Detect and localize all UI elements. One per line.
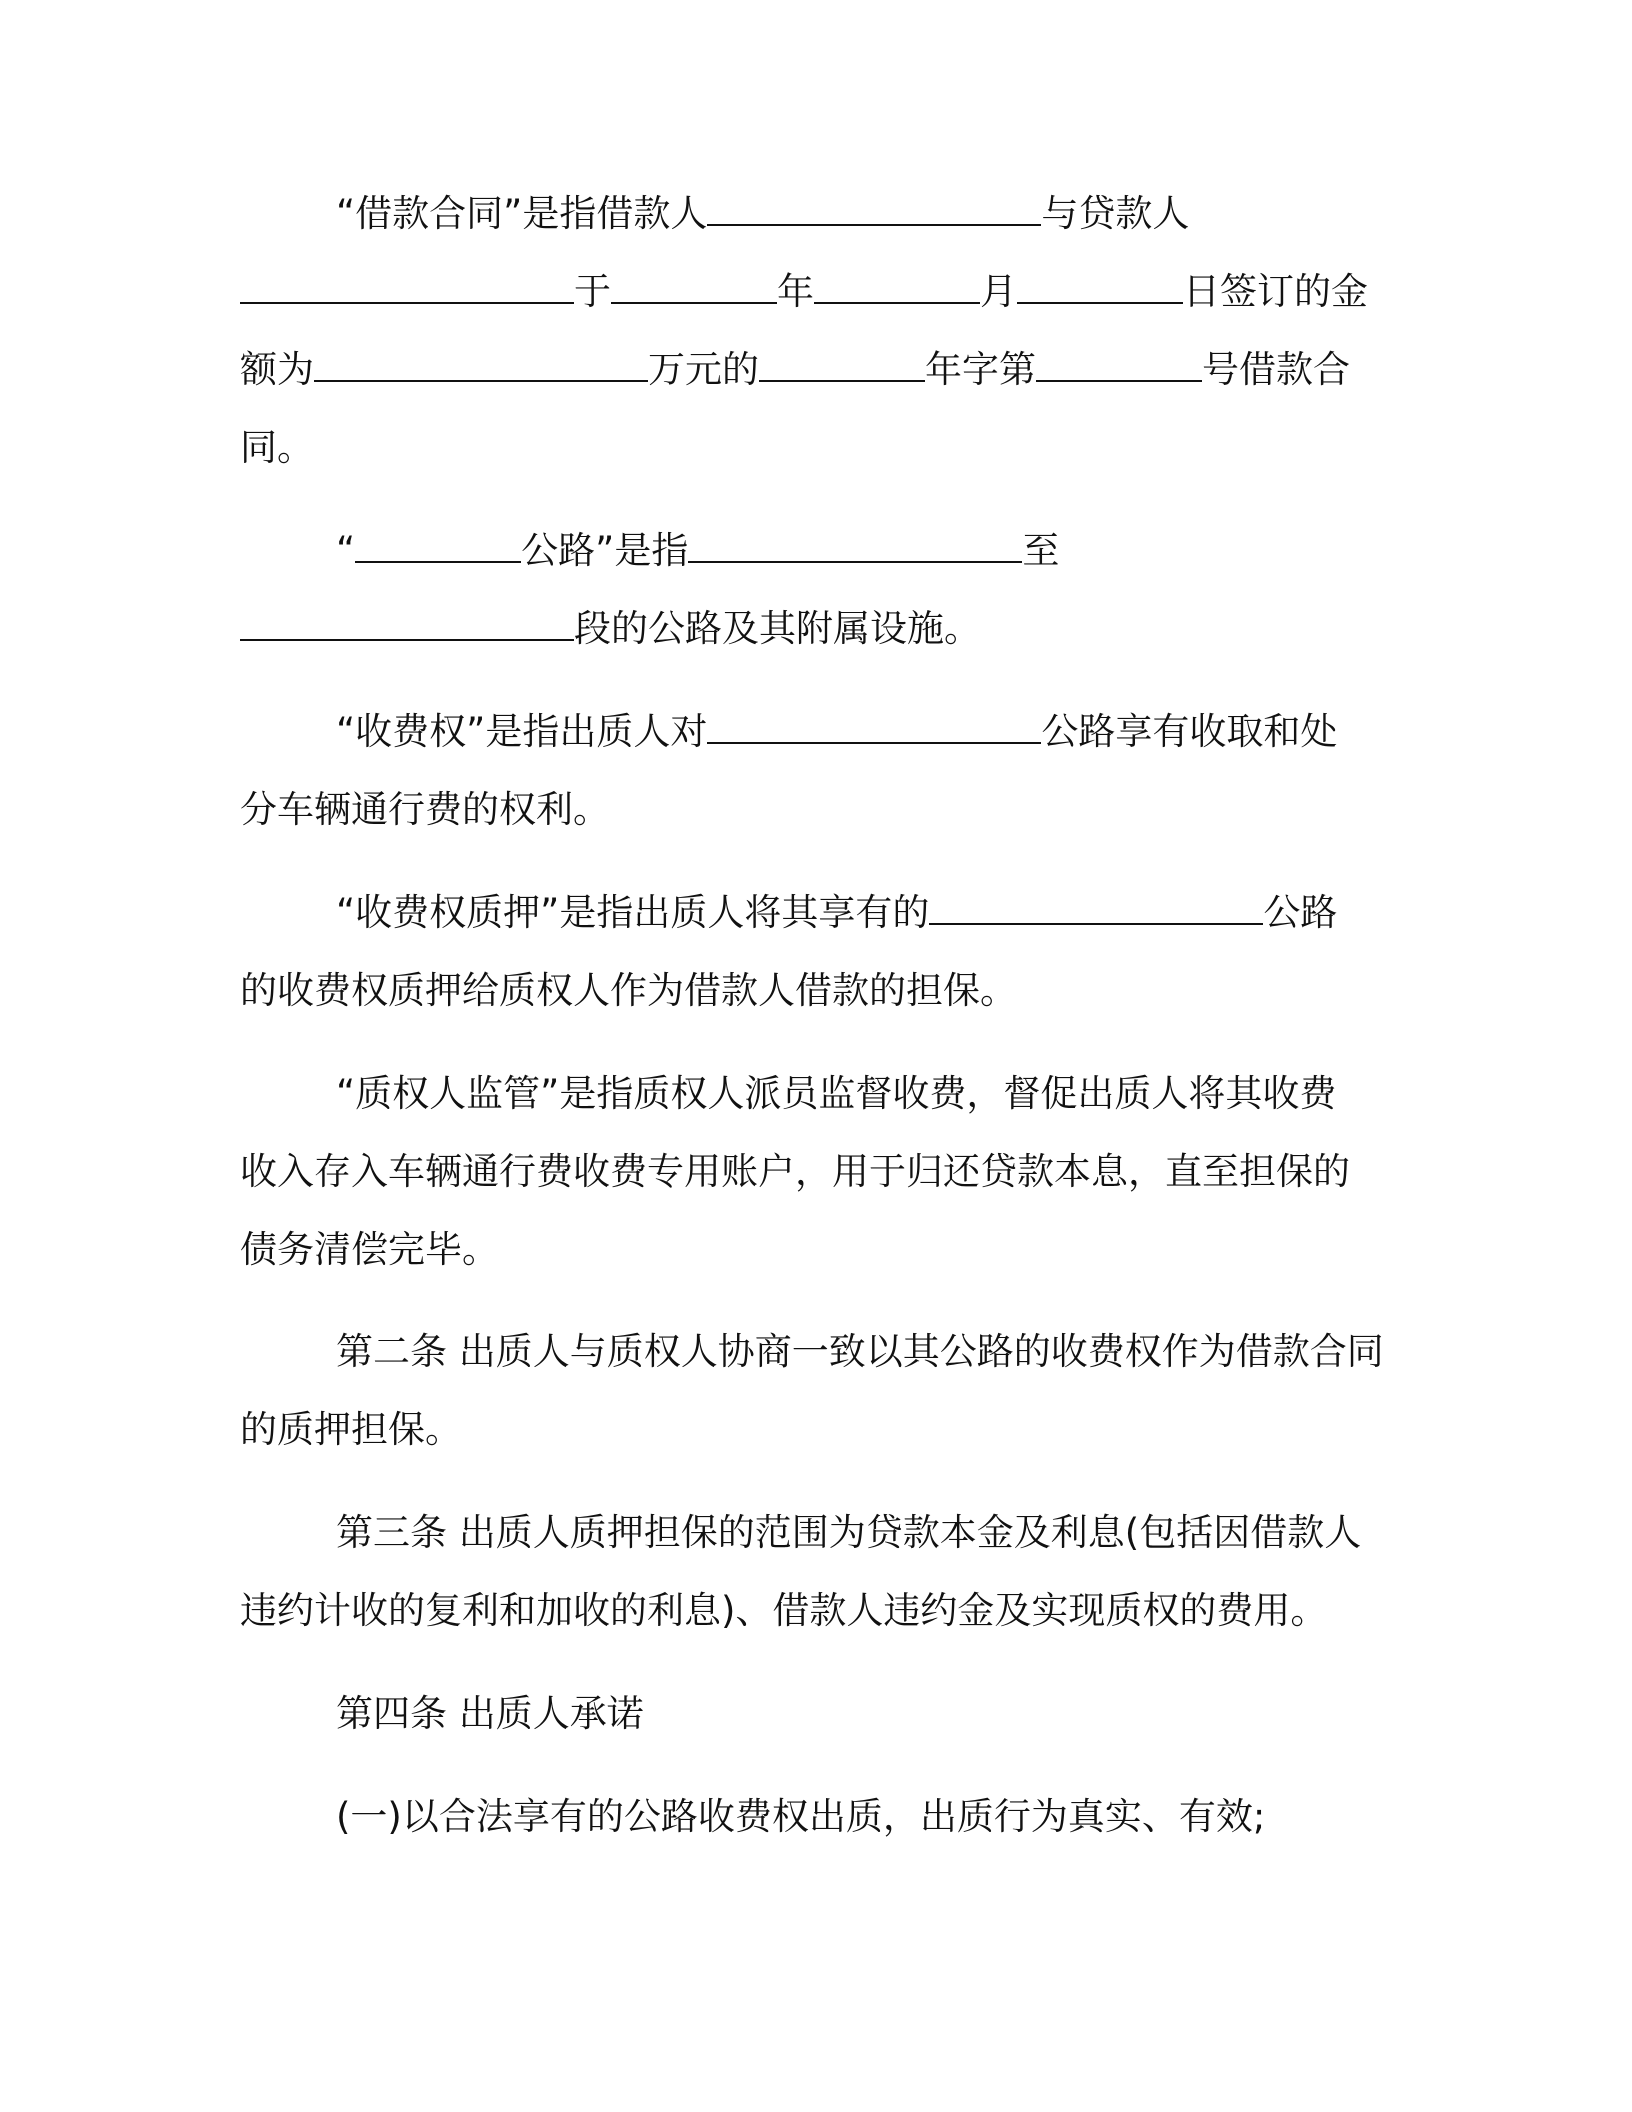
fill-blank[interactable]: [707, 712, 1041, 744]
article-2: [240, 1313, 1386, 1469]
line: 债务清偿完毕。: [240, 1228, 499, 1271]
fill-blank[interactable]: [814, 272, 980, 304]
text: 日签订的金: [1183, 270, 1368, 313]
fill-blank[interactable]: [1017, 272, 1183, 304]
line: [240, 874, 1386, 952]
text: “借款合同”是指借款人: [336, 192, 708, 235]
fill-blank[interactable]: [240, 609, 574, 641]
line: [240, 590, 1386, 668]
fill-blank[interactable]: [759, 350, 925, 382]
line: [240, 175, 1386, 253]
line: 第三条 出质人质押担保的范围为贷款本金及利息(包括因借款人: [336, 1511, 1362, 1554]
text: 额为: [240, 348, 314, 391]
text: 公路: [1263, 891, 1338, 934]
text: 分车辆通行费的权利。: [240, 788, 610, 831]
line: (一)以合法享有的公路收费权出质，出质行为真实、有效;: [336, 1795, 1266, 1838]
line: [240, 771, 1386, 849]
fill-blank[interactable]: [240, 272, 574, 304]
line: 违约计收的复利和加收的利息)、借款人违约金及实现质权的费用。: [240, 1589, 1328, 1632]
text: 至: [1022, 529, 1060, 572]
fill-blank[interactable]: [707, 194, 1041, 226]
line: 第四条 出质人承诺: [336, 1692, 644, 1735]
fill-blank[interactable]: [314, 350, 648, 382]
line: [240, 952, 1386, 1030]
text: 公路”是指: [521, 529, 689, 572]
text: 同。: [240, 426, 314, 469]
line: [240, 693, 1386, 771]
line: 的质押担保。: [240, 1408, 462, 1451]
text: 于: [574, 270, 611, 313]
line: 第二条 出质人与质权人协商一致以其公路的收费权作为借款合同: [336, 1330, 1384, 1373]
article-4-item-1: [240, 1778, 1386, 1856]
line: “质权人监管”是指质权人派员监督收费，督促出质人将其收费: [336, 1072, 1337, 1115]
line: [240, 331, 1386, 409]
definition-pledgee-supervision: [240, 1055, 1386, 1289]
definition-highway: [240, 512, 1386, 668]
text: “: [336, 529, 356, 572]
fill-blank[interactable]: [355, 531, 521, 563]
fill-blank[interactable]: [1036, 350, 1202, 382]
text: “收费权质押”是指出质人将其享有的: [336, 891, 930, 934]
definition-toll-right: [240, 693, 1386, 849]
text: 号借款合: [1202, 348, 1350, 391]
fill-blank[interactable]: [611, 272, 777, 304]
definition-loan-contract: [240, 175, 1386, 487]
fill-blank[interactable]: [929, 893, 1263, 925]
text: 的收费权质押给质权人作为借款人借款的担保。: [240, 969, 1017, 1012]
text: 公路享有收取和处: [1041, 710, 1338, 753]
line: 收入存入车辆通行费收费专用账户，用于归还贷款本息，直至担保的: [240, 1150, 1350, 1193]
text: 万元的: [648, 348, 759, 391]
text: “收费权”是指出质人对: [336, 710, 708, 753]
article-4-heading: [240, 1675, 1386, 1753]
text: 段的公路及其附属设施。: [574, 607, 981, 650]
article-3: [240, 1494, 1386, 1650]
text: 年: [777, 270, 814, 313]
text: 年字第: [925, 348, 1036, 391]
definition-toll-right-pledge: [240, 874, 1386, 1030]
fill-blank[interactable]: [688, 531, 1022, 563]
text: 与贷款人: [1041, 192, 1190, 235]
line: [240, 512, 1386, 590]
line: [240, 409, 1386, 487]
text: 月: [980, 270, 1017, 313]
line: [240, 253, 1386, 331]
